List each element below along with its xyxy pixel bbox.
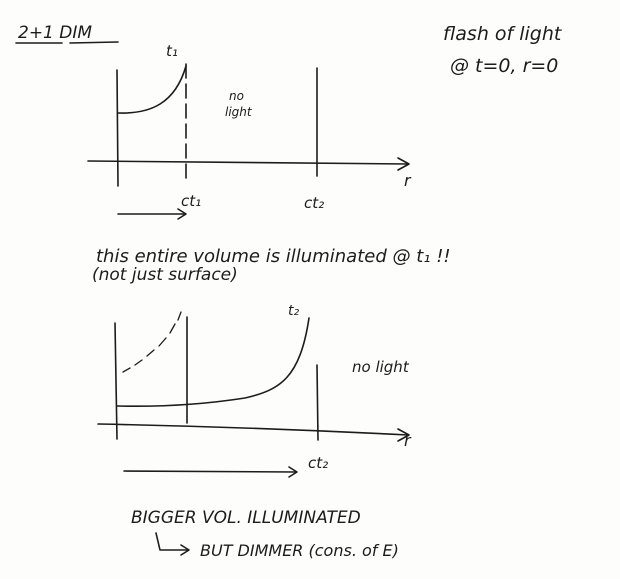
no-light-label-1: no [229,89,244,103]
not-just-surface-caption: (not just surface) [92,265,238,285]
no-light-label: no light [352,358,409,376]
diagram2-previous-t1-curve [123,312,181,372]
ct1-label: ct₁ [181,192,202,210]
t1-curve-label: t₁ [166,42,178,60]
bent-arrow [156,533,188,550]
diagram1-t1-curve [118,66,186,113]
diagram2-left-vertical-line [115,323,117,439]
diagram1-r-axis [88,161,408,164]
page-title: 2+1 DIM [18,23,93,43]
diagram-2 [98,303,412,477]
flash-note-line1: flash of light [443,23,562,45]
t2-curve-label: t₂ [288,303,300,319]
dimmer-caption: BUT DIMMER (cons. of E) [200,541,399,560]
diagram1-r-label: r [404,171,411,190]
ct2-label-diagram1: ct₂ [304,194,325,212]
diagram2-ct2-line [317,365,318,440]
diagram2-r-label: r [404,431,411,450]
diagram2-r-axis [98,424,408,435]
title-underline-right [70,42,118,43]
bigger-volume-caption: BIGGER VOL. ILLUMINATED [131,508,361,528]
flash-note-line2: @ t=0, r=0 [450,55,559,77]
illuminated-volume-caption: this entire volume is illuminated @ t₁ !! [96,246,451,267]
diagram-1 [88,42,412,219]
no-light-label-2: light [225,105,252,119]
diagram1-left-vertical-line [117,70,118,186]
diagram2-radius-arrow [124,471,296,472]
diagram2-t2-curve [117,318,309,406]
ct2-label-diagram2: ct₂ [308,454,329,472]
